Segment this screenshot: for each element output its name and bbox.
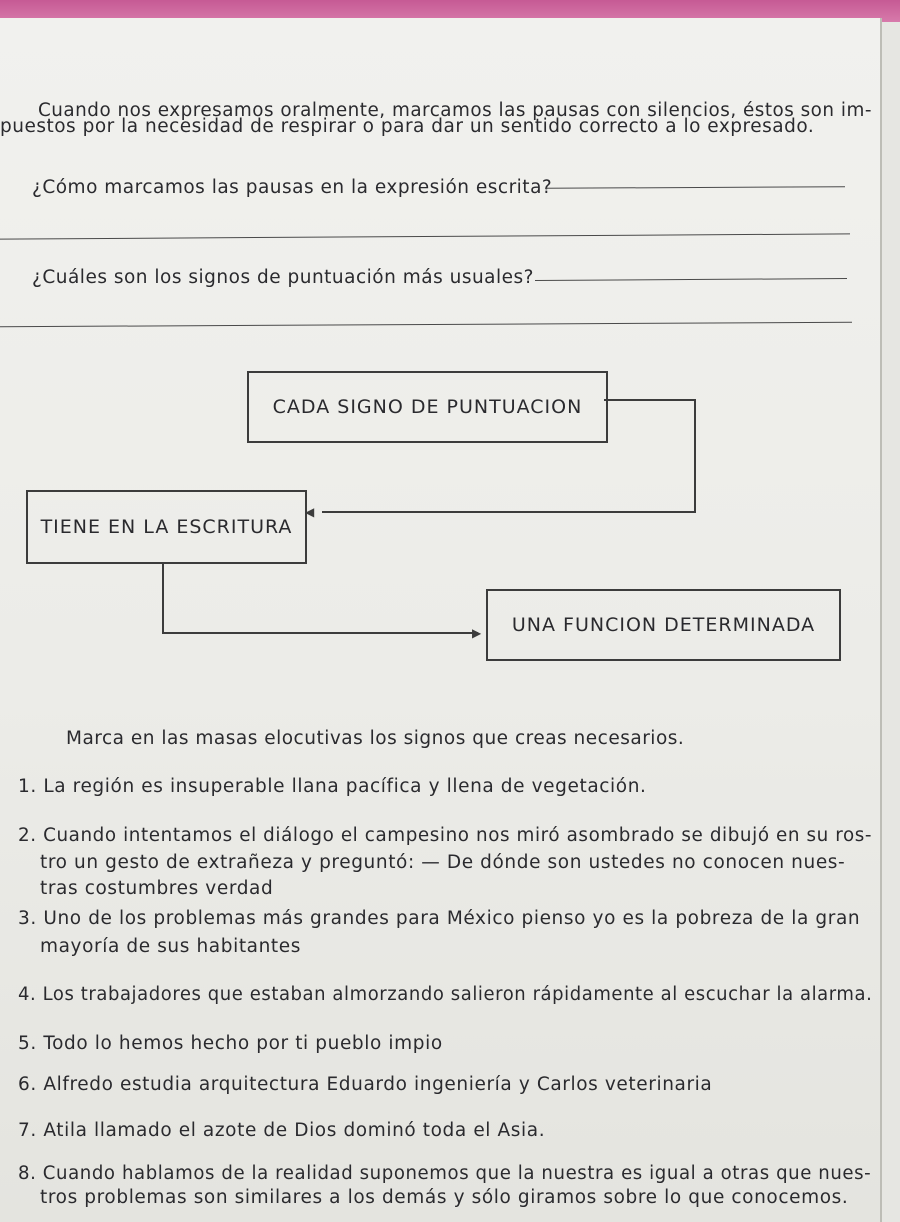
- exercise-5: 5. Todo lo hemos hecho por ti pueblo impio: [18, 1033, 443, 1054]
- connector-h1: [604, 399, 696, 401]
- exercise-2-line-1: 2. Cuando intentamos el diálogo el campesino nos miró asombrado se dibujó en su ros-: [18, 825, 873, 846]
- exercise-4: 4. Los trabajadores que estaban almorzando salieron rápidamente al escuchar la alarma.: [18, 984, 873, 1005]
- question-2: ¿Cuáles son los signos de puntuación más usuales?: [32, 267, 534, 288]
- exercise-3-line-2: mayoría de sus habitantes: [40, 936, 302, 957]
- connector-h2: [322, 511, 696, 513]
- exercise-2-line-2: tro un gesto de extrañeza y preguntó: — De dónde son ustedes no conocen nues-: [40, 852, 846, 873]
- exercise-3-line-1: 3. Uno de los problemas más grandes para México pienso yo es la pobreza de la gran: [18, 908, 861, 929]
- diagram-box-punctuation: [247, 371, 608, 443]
- arrow-left-icon: ◀: [305, 505, 315, 519]
- connector-h3: [162, 632, 478, 634]
- intro-line-2: puestos por la necesidad de respirar o para dar un sentido correcto a lo expresado.: [0, 116, 815, 137]
- arrow-right-icon: ▶: [472, 626, 482, 640]
- exercise-instruction: Marca en las masas elocutivas los signos que creas necesarios.: [66, 728, 685, 749]
- intro-line-1: Cuando nos expresamos oralmente, marcamos las pausas con silencios, éstos son im-: [38, 100, 872, 121]
- diagram-box-writing-label: TIENE EN LA ESCRITURA: [40, 516, 293, 538]
- connector-v2: [162, 562, 164, 634]
- exercise-1: 1. La región es insuperable llana pacífica y llena de vegetación.: [18, 776, 647, 797]
- diagram-box-function-label: UNA FUNCION DETERMINADA: [511, 614, 816, 636]
- exercise-2-line-3: tras costumbres verdad: [40, 878, 274, 899]
- exercise-6: 6. Alfredo estudia arquitectura Eduardo ingeniería y Carlos veterinaria: [18, 1074, 713, 1095]
- exercise-7: 7. Atila llamado el azote de Dios dominó toda el Asia.: [18, 1120, 546, 1141]
- exercise-8-line-1: 8. Cuando hablamos de la realidad suponemos que la nuestra es igual a otras que nues-: [18, 1163, 872, 1184]
- connector-v1: [694, 399, 696, 513]
- exercise-8-line-2: tros problemas son similares a los demás y sólo giramos sobre lo que conocemos.: [40, 1187, 849, 1208]
- diagram-box-punctuation-label: CADA SIGNO DE PUNTUACION: [272, 396, 583, 418]
- diagram-box-function: [486, 589, 841, 661]
- diagram-box-writing: [26, 490, 307, 564]
- question-1: ¿Cómo marcamos las pausas en la expresión escrita?: [32, 177, 553, 198]
